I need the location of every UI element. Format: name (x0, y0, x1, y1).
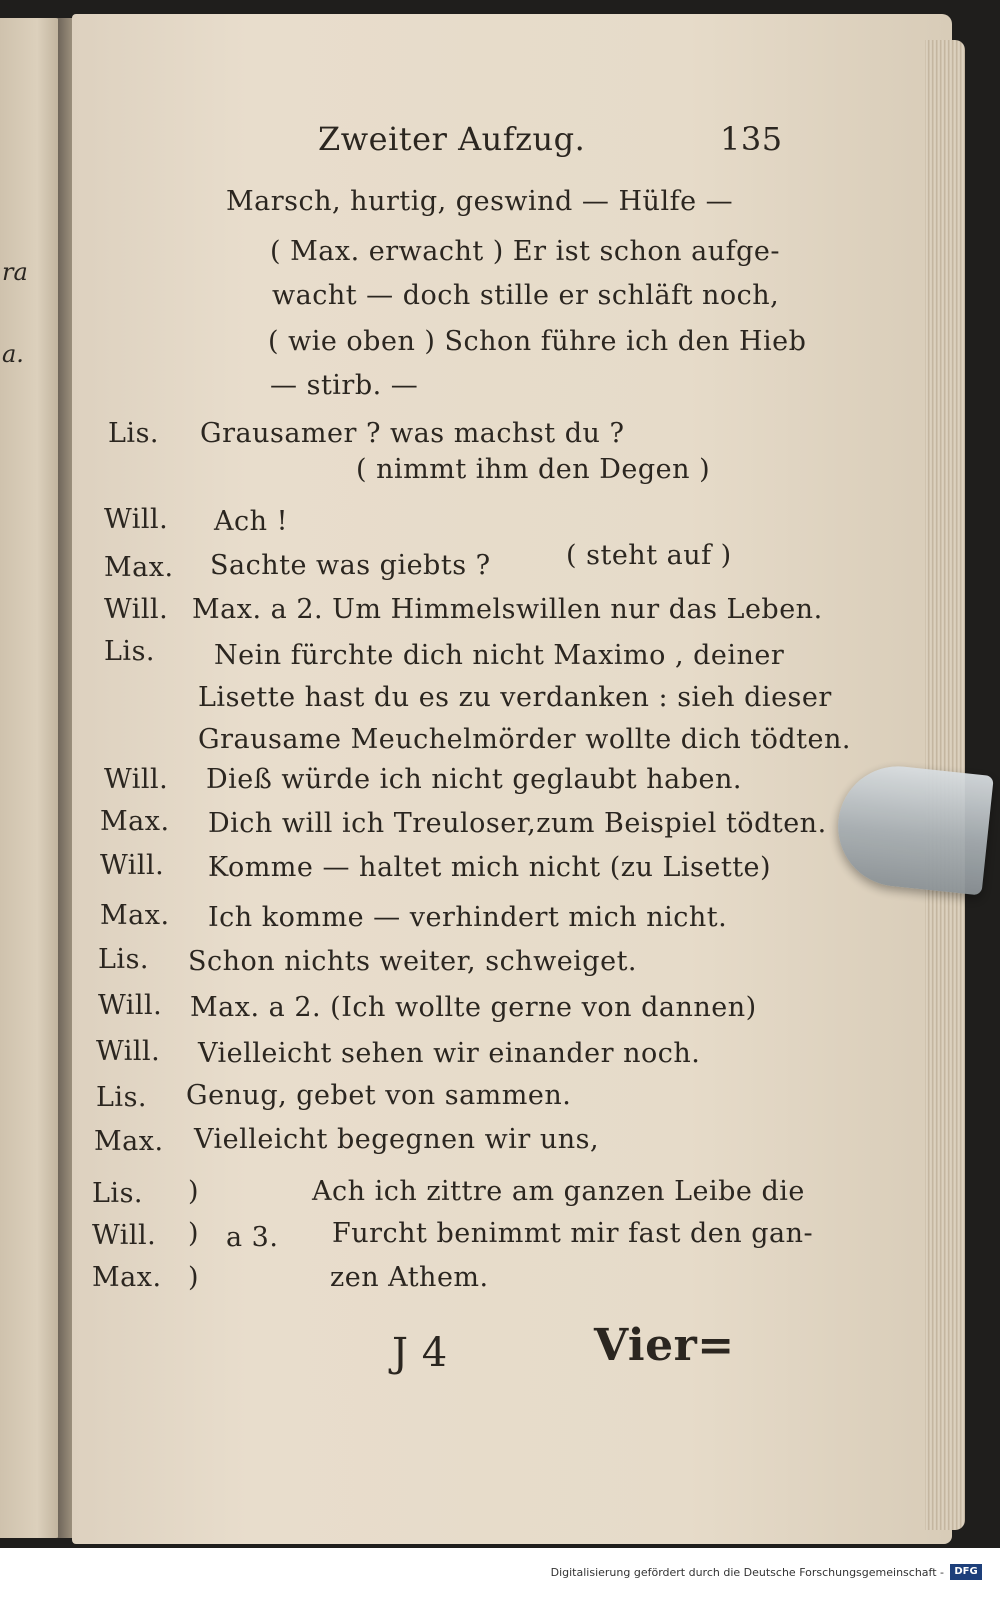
speaker-label: Will. (104, 594, 169, 625)
credit-bar (0, 1548, 1000, 1598)
speaker-label: Max. (92, 1262, 162, 1293)
credit-text: Digitalisierung gefördert durch die Deutsche Forschungsgemeinschaft - (550, 1566, 944, 1579)
text-line: Vielleicht begegnen wir uns, (194, 1124, 600, 1155)
page-number: 135 (720, 120, 783, 158)
text-line: Sachte was giebts ? (210, 550, 491, 581)
text-line: ( wie oben ) Schon führe ich den Hieb (268, 326, 807, 357)
text-line: Komme — haltet mich nicht (zu Lisette) (208, 852, 772, 883)
dfg-logo: DFG (950, 1564, 982, 1580)
speaker-label: Lis. (96, 1082, 148, 1113)
previous-page-edge (0, 18, 62, 1538)
text-line: zen Athem. (330, 1262, 489, 1293)
stage-direction: ( steht auf ) (566, 540, 732, 571)
speaker-label: Max. (104, 552, 174, 583)
speaker-label: Will. (100, 850, 165, 881)
catchword: Vier= (594, 1320, 735, 1371)
text-line: wacht — doch stille er schläft noch, (272, 280, 780, 311)
text-line: Vielleicht sehen wir einander noch. (198, 1038, 701, 1069)
left-page-fragment: a. (2, 340, 24, 368)
bracket: ) (188, 1262, 200, 1293)
text-line: Max. a 2. Um Himmelswillen nur das Leben. (192, 594, 823, 625)
speaker-label: Max. (100, 806, 170, 837)
text-line: Marsch, hurtig, geswind — Hülfe — (226, 186, 734, 217)
text-line: Grausamer ? was machst du ? (200, 418, 625, 449)
text-line: Dich will ich Treuloser,zum Beispiel tödten. (208, 808, 827, 839)
text-line: Schon nichts weiter, schweiget. (188, 946, 638, 977)
text-line: Max. a 2. (Ich wollte gerne von dannen) (190, 992, 757, 1023)
speaker-label: Will. (104, 504, 169, 535)
bracket: ) (188, 1218, 200, 1249)
text-line: ( Max. erwacht ) Er ist schon aufge- (270, 236, 780, 267)
speaker-label: Lis. (92, 1178, 144, 1209)
text-line: Ich komme — verhindert mich nicht. (208, 902, 728, 933)
text-line: Genug, gebet von sammen. (186, 1080, 572, 1111)
text-line: Grausame Meuchelmörder wollte dich tödten. (198, 724, 851, 755)
speaker-label: Lis. (108, 418, 160, 449)
text-line: Furcht benimmt mir fast den gan- (332, 1218, 814, 1249)
speaker-label: Will. (104, 764, 169, 795)
speaker-label: Lis. (98, 944, 150, 975)
text-line: Ach ! (214, 506, 288, 537)
speaker-label: Will. (98, 990, 163, 1021)
signature-mark: J 4 (392, 1330, 448, 1376)
text-line: Dieß würde ich nicht geglaubt haben. (206, 764, 742, 795)
text-line: Lisette hast du es zu verdanken : sieh dieser (198, 682, 832, 713)
speaker-label: Lis. (104, 636, 156, 667)
speaker-label: Will. (96, 1036, 161, 1067)
speaker-label: Max. (94, 1126, 164, 1157)
left-page-fragment: ra (2, 258, 28, 286)
speaker-label: Will. (92, 1220, 157, 1251)
running-title: Zweiter Aufzug. (318, 120, 586, 158)
text-line: Ach ich zittre am ganzen Leibe die (312, 1176, 805, 1207)
ensemble-marker: a 3. (226, 1222, 279, 1253)
bracket: ) (188, 1176, 200, 1207)
text-line: — stirb. — (270, 370, 419, 401)
text-line: Nein fürchte dich nicht Maximo , deiner (214, 640, 785, 671)
speaker-label: Max. (100, 900, 170, 931)
stage-direction: ( nimmt ihm den Degen ) (356, 454, 711, 485)
